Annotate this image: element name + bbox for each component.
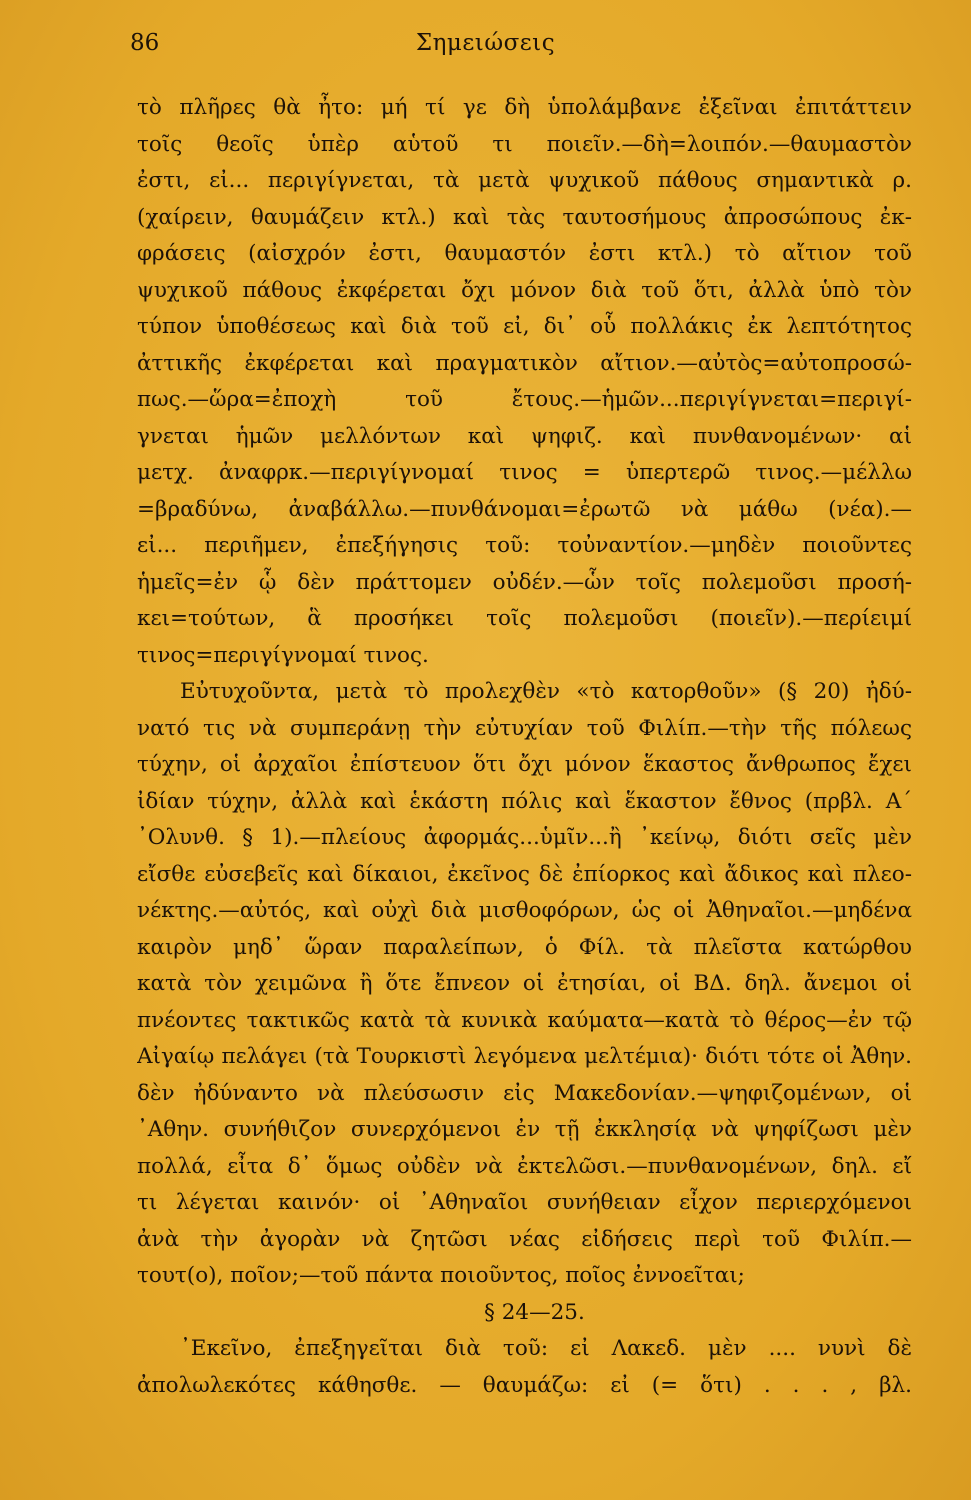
text-line: δὲν ἠδύναντο νὰ πλεύσωσιν εἰς Μακεδονίαν.—ψηφιζομένων, οἱ <box>137 1080 912 1106</box>
text-line: Αἰγαίῳ πελάγει (τὰ Τουρκιστὶ λεγόμενα μελτέμια)· διότι τότε οἱ Ἀθην. <box>137 1044 912 1069</box>
text-line: ἡμεῖς=ἐν ᾧ δὲν πράττομεν οὐδέν.—ὧν τοῖς πολεμοῦσι προσή- <box>137 569 912 595</box>
text-line: εἴσθε εὐσεβεῖς καὶ δίκαιοι, ἐκεῖνος δὲ ἐπίορκος καὶ ἄδικος καὶ πλεο- <box>137 861 912 887</box>
text-line: ἐστι, εἰ... περιγίγνεται, τὰ μετὰ ψυχικοῦ πάθους σημαντικὰ ρ. <box>137 168 912 193</box>
section-heading-text: § 24—25. <box>484 1299 585 1325</box>
section-heading <box>137 1295 912 1332</box>
text-line: ἀπολωλεκότες κάθησθε. — θαυμάζω: εἰ (= ὅτι) . . . , βλ. <box>137 1372 912 1398</box>
text-line: γνεται ἡμῶν μελλόντων καὶ ψηφιζ. καὶ πυνθανομένων· αἱ <box>137 423 912 449</box>
text-line: τύχην, οἱ ἀρχαῖοι ἐπίστευον ὅτι ὄχι μόνον ἕκαστος ἄνθρωπος ἔχει <box>137 752 912 777</box>
text-line: τὸ πλῆρες θὰ ἦτο: μή τί γε δὴ ὑπολάμβανε ἐξεῖναι ἐπιτάττειν <box>137 95 912 120</box>
text-line: τινος=περιγίγνομαί τινος. <box>137 642 429 668</box>
text-line: τύπον ὑποθέσεως καὶ διὰ τοῦ εἰ, δι᾽ οὗ πολλάκις ἐκ λεπτότητος <box>137 314 912 339</box>
text-line: =βραδύνω, ἀναβάλλω.—πυνθάνομαι=ἐρωτῶ νὰ μάθω (νέα).— <box>137 496 912 522</box>
text-line: ἰδίαν τύχην, ἀλλὰ καὶ ἑκάστη πόλις καὶ ἕκαστον ἔθνος (πρβλ. Α´ <box>137 788 912 814</box>
text-line: Εὐτυχοῦντα, μετὰ τὸ προλεχθὲν «τὸ κατορθοῦν» (§ 20) ἠδύ- <box>180 679 912 704</box>
text-line: εἰ... περιῆμεν, ἐπεξήγησις τοῦ: τοὐναντίον.—μηδὲν ποιοῦντες <box>137 533 912 558</box>
text-line: καιρὸν μηδ᾽ ὥραν παραλείπων, ὁ Φίλ. τὰ πλεῖστα κατώρθου <box>137 934 912 960</box>
text-line: ἀττικῆς ἐκφέρεται καὶ πραγματικὸν αἴτιον.—αὐτὸς=αὐτοπροσώ- <box>137 350 912 376</box>
text-line: ᾿Εκεῖνο, ἐπεξηγεῖται διὰ τοῦ: εἰ Λακεδ. μὲν .... νυνὶ δὲ <box>180 1336 912 1361</box>
text-line: τοῖς θεοῖς ὑπὲρ αὑτοῦ τι ποιεῖν.—δὴ=λοιπόν.—θαυμαστὸν <box>137 131 912 157</box>
text-line: φράσεις (αἰσχρόν ἐστι, θαυμαστόν ἐστι κτλ.) τὸ αἴτιον τοῦ <box>137 241 912 266</box>
page-number: 86 <box>130 30 160 56</box>
text-line: πως.—ὥρα=ἐποχὴ τοῦ ἔτους.—ἡμῶν...περιγίγνεται=περιγί- <box>137 387 912 412</box>
text-line: πολλά, εἶτα δ᾽ ὅμως οὐδὲν νὰ ἐκτελῶσι.—πυνθανομένων, δηλ. εἴ <box>137 1153 912 1179</box>
text-line: ἀνὰ τὴν ἀγορὰν νὰ ζητῶσι νέας εἰδήσεις περὶ τοῦ Φιλίπ.— <box>137 1226 912 1252</box>
notes-text <box>137 90 912 1404</box>
text-line: νατό τις νὰ συμπεράνῃ τὴν εὐτυχίαν τοῦ Φιλίπ.—τὴν τῆς πόλεως <box>137 715 912 741</box>
text-line: νέκτης.—αὐτός, καὶ οὐχὶ διὰ μισθοφόρων, ὡς οἱ Ἀθηναῖοι.—μηδένα <box>137 898 912 923</box>
text-line: κατὰ τὸν χειμῶνα ἢ ὅτε ἔπνεον οἱ ἐτησίαι, οἱ ΒΔ. δηλ. ἄνεμοι οἱ <box>137 971 912 996</box>
running-title: Σημειώσεις <box>415 30 556 56</box>
text-line: ᾿Αθην. συνήθιζον συνερχόμενοι ἐν τῇ ἐκκλησίᾳ νὰ ψηφίζωσι μὲν <box>137 1117 912 1142</box>
text-line: κει=τούτων, ἃ προσήκει τοῖς πολεμοῦσι (ποιεῖν).—περίειμί <box>137 606 912 631</box>
text-line: τουτ(ο), ποῖον;—τοῦ πάντα ποιοῦντος, ποῖος ἐννοεῖται; <box>137 1263 745 1288</box>
text-line: ᾿Ολυνθ. § 1).—πλείους ἀφορμάς...ὑμῖν...ἢ ᾿κείνῳ, διότι σεῖς μὲν <box>137 825 912 850</box>
text-line: πνέοντες τακτικῶς κατὰ τὰ κυνικὰ καύματα—κατὰ τὸ θέρος—ἐν τῷ <box>137 1007 912 1033</box>
text-line: (χαίρειν, θαυμάζειν κτλ.) καὶ τὰς ταυτοσήμους ἀπροσώπους ἐκ- <box>137 204 912 230</box>
text-line: μετχ. ἀναφρκ.—περιγίγνομαί τινος = ὑπερτερῶ τινος.—μέλλω <box>137 460 912 485</box>
text-line: ψυχικοῦ πάθους ἐκφέρεται ὄχι μόνον διὰ τοῦ ὅτι, ἀλλὰ ὑπὸ τὸν <box>137 277 912 303</box>
text-line: τι λέγεται καινόν· οἱ ᾿Αθηναῖοι συνήθειαν εἶχον περιερχόμενοι <box>137 1190 912 1215</box>
